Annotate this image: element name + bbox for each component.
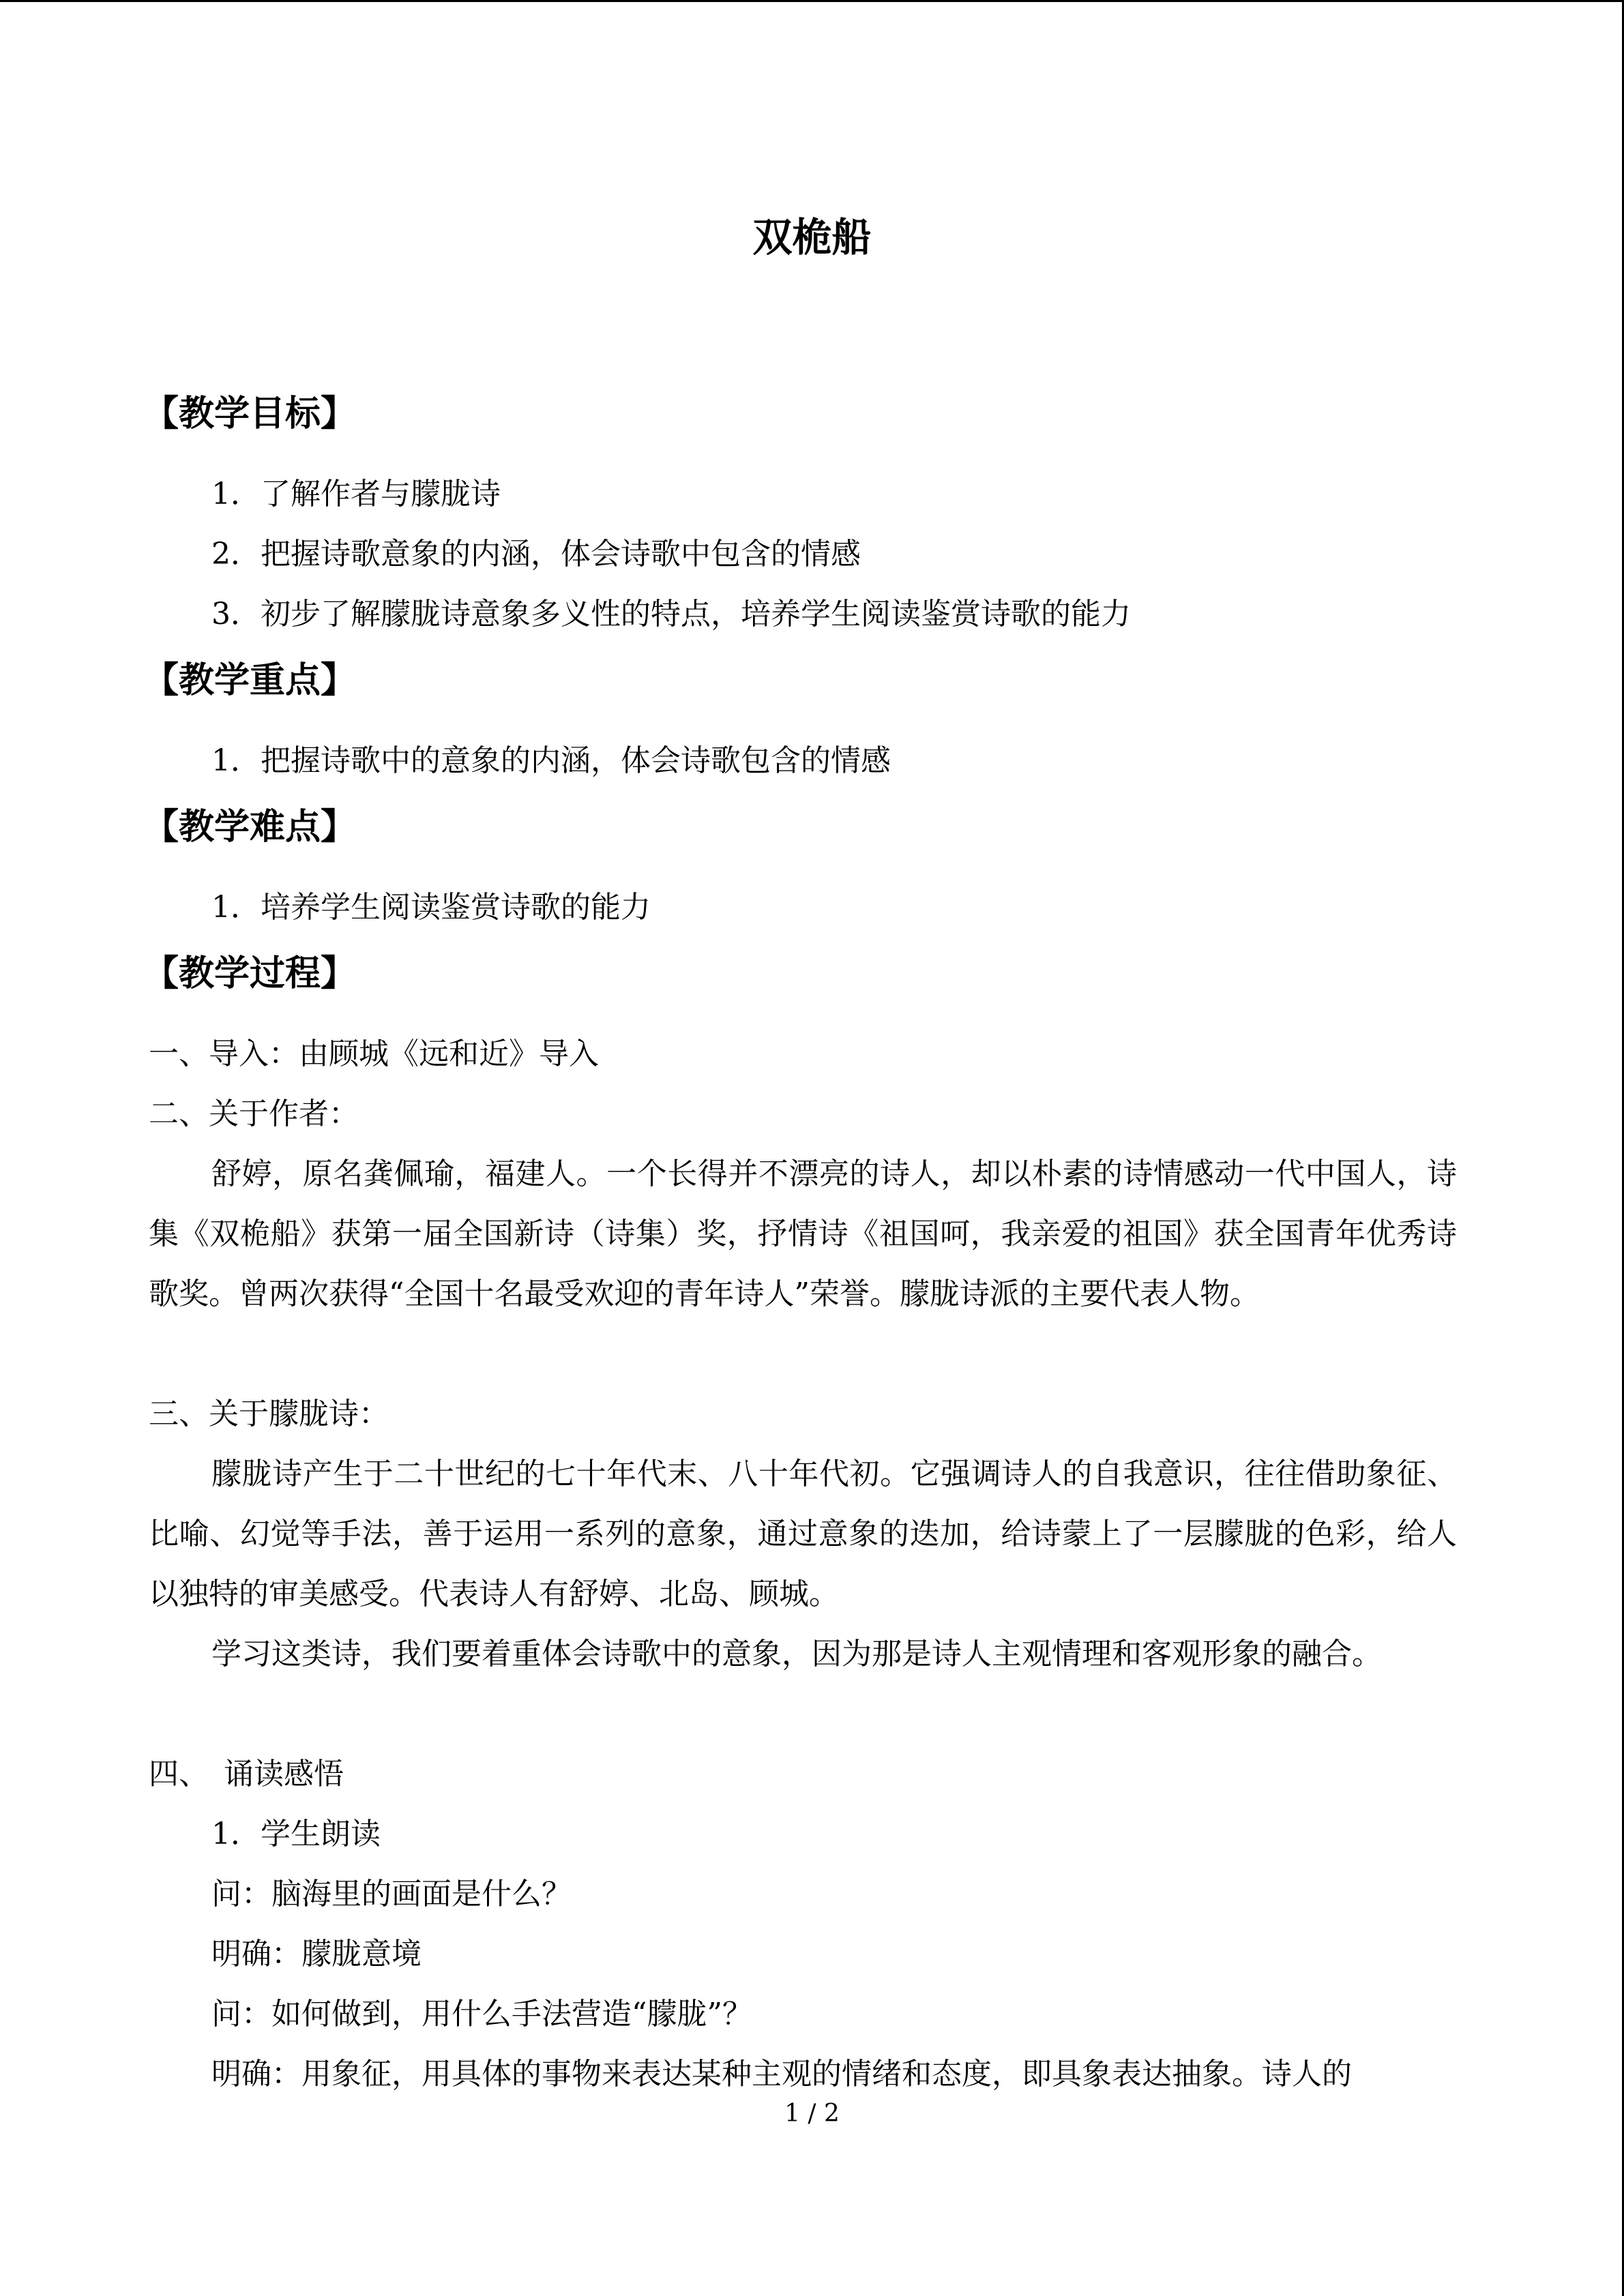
difficulty-item-1: 1．培养学生阅读鉴赏诗歌的能力	[211, 890, 651, 925]
recitation-answer-1: 明确：朦胧意境	[211, 1937, 422, 1971]
document-title: 双桅船	[752, 214, 872, 260]
recitation-question-1: 问：脑海里的画面是什么？	[211, 1877, 572, 1911]
section-heading-key-points: 【教学重点】	[143, 660, 357, 701]
section-heading-objectives: 【教学目标】	[143, 393, 357, 434]
objective-item-3: 3．初步了解朦胧诗意象多义性的特点，培养学生阅读鉴赏诗歌的能力	[211, 597, 1131, 631]
recitation-question-2: 问：如何做到，用什么手法营造“朦胧”？	[211, 1997, 752, 2031]
about-author-paragraph: 舒婷，原名龚佩瑜，福建人。一个长得并不漂亮的诗人，却以朴素的诗情感动一代中国人，诗集《双桅船》获第一届全国新诗（诗集）奖，抒情诗《祖国呵，我亲爱的祖国》获全国青年优秀诗歌奖。曾两次获得“全国十名最受欢迎的青年诗人”荣誉。朦胧诗派的主要代表人物。	[149, 1157, 1457, 1311]
objective-item-1: 1．了解作者与朦胧诗	[211, 477, 501, 511]
key-point-item-1: 1．把握诗歌中的意象的内涵，体会诗歌包含的情感	[211, 743, 891, 778]
recitation-heading: 四、 诵读感悟	[149, 1757, 344, 1791]
page-number: 1 / 2	[784, 2100, 840, 2128]
study-note-paragraph: 学习这类诗，我们要着重体会诗歌中的意象，因为那是诗人主观情理和客观形象的融合。	[211, 1637, 1382, 1671]
about-misty-poetry-paragraph: 朦胧诗产生于二十世纪的七十年代末、八十年代初。它强调诗人的自我意识，往往借助象征、比喻、幻觉等手法，善于运用一系列的意象，通过意象的迭加，给诗蒙上了一层朦胧的色彩，给人以独特的审美感受。代表诗人有舒婷、北岛、顾城。	[149, 1457, 1457, 1611]
about-author-heading: 二、关于作者：	[149, 1097, 359, 1131]
recitation-item-1: 1．学生朗读	[211, 1817, 381, 1851]
process-intro: 一、导入：由顾城《远和近》导入	[149, 1037, 599, 1071]
objective-item-2: 2．把握诗歌意象的内涵，体会诗歌中包含的情感	[211, 537, 861, 571]
recitation-answer-2: 明确：用象征，用具体的事物来表达某种主观的情绪和态度，即具象表达抽象。诗人的	[211, 2057, 1352, 2091]
about-misty-poetry-heading: 三、关于朦胧诗：	[149, 1397, 389, 1431]
section-heading-difficulties: 【教学难点】	[143, 807, 357, 848]
section-heading-process: 【教学过程】	[143, 953, 357, 994]
